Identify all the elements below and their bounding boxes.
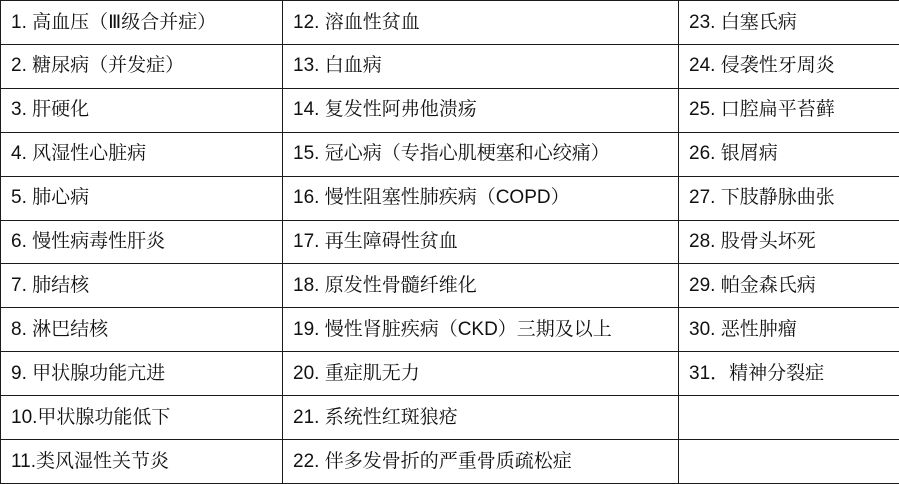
table-cell-col3-8: 30. 恶性肿瘤 (679, 308, 899, 352)
table-cell-col2-11: 22. 伴多发骨折的严重骨质疏松症 (283, 440, 679, 484)
table-row (1, 176, 899, 220)
table-cell-col3-10 (679, 396, 899, 440)
table-row (1, 132, 899, 176)
table-row (1, 352, 899, 396)
table-cell-col3-11 (679, 440, 899, 484)
table-row (1, 220, 899, 264)
table-cell-col1-5: 5. 肺心病 (1, 176, 283, 220)
table-row (1, 396, 899, 440)
table-cell-col3-2: 24. 侵袭性牙周炎 (679, 44, 899, 88)
table-cell-col2-1: 12. 溶血性贫血 (283, 1, 679, 45)
table-row (1, 44, 899, 88)
table-cell-col2-6: 17. 再生障碍性贫血 (283, 220, 679, 264)
table-row (1, 264, 899, 308)
table-cell-col1-8: 8. 淋巴结核 (1, 308, 283, 352)
table-cell-col3-1: 23. 白塞氏病 (679, 1, 899, 45)
table-cell-col2-9: 20. 重症肌无力 (283, 352, 679, 396)
table-cell-col1-7: 7. 肺结核 (1, 264, 283, 308)
table-cell-col3-5: 27. 下肢静脉曲张 (679, 176, 899, 220)
table-row (1, 1, 899, 45)
table-cell-col3-9: 31．精神分裂症 (679, 352, 899, 396)
table-cell-col2-3: 14. 复发性阿弗他溃疡 (283, 88, 679, 132)
table-cell-col1-3: 3. 肝硬化 (1, 88, 283, 132)
table-cell-col3-6: 28. 股骨头坏死 (679, 220, 899, 264)
table-cell-col3-7: 29. 帕金森氏病 (679, 264, 899, 308)
table-cell-col1-4: 4. 风湿性心脏病 (1, 132, 283, 176)
table-cell-col1-1: 1. 高血压（Ⅲ级合并症） (1, 1, 283, 45)
table-cell-col1-2: 2. 糖尿病（并发症） (1, 44, 283, 88)
table-cell-col3-3: 25. 口腔扁平苔藓 (679, 88, 899, 132)
table-cell-col2-10: 21. 系统性红斑狼疮 (283, 396, 679, 440)
table-cell-col1-10: 10.甲状腺功能低下 (1, 396, 283, 440)
table-cell-col1-6: 6. 慢性病毒性肝炎 (1, 220, 283, 264)
table-cell-col2-2: 13. 白血病 (283, 44, 679, 88)
table-row (1, 440, 899, 484)
table-cell-col2-4: 15. 冠心病（专指心肌梗塞和心绞痛） (283, 132, 679, 176)
table-cell-col2-8: 19. 慢性肾脏疾病（CKD）三期及以上 (283, 308, 679, 352)
table-row (1, 88, 899, 132)
table-cell-col2-7: 18. 原发性骨髓纤维化 (283, 264, 679, 308)
table-cell-col1-11: 11.类风湿性关节炎 (1, 440, 283, 484)
table-cell-col1-9: 9. 甲状腺功能亢进 (1, 352, 283, 396)
table-cell-col3-4: 26. 银屑病 (679, 132, 899, 176)
table-cell-col2-5: 16. 慢性阻塞性肺疾病（COPD） (283, 176, 679, 220)
table-row (1, 308, 899, 352)
